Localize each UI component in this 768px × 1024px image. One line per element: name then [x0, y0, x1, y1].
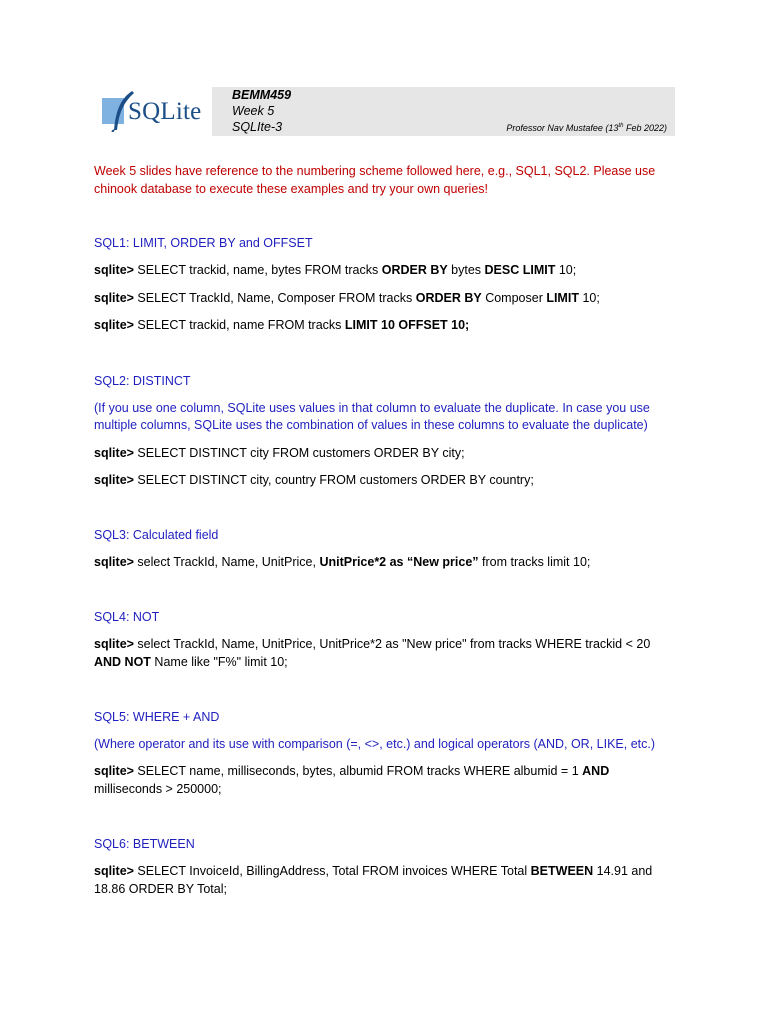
header-banner [94, 87, 675, 136]
sql1-query-3: sqlite> SELECT trackid, name FROM tracks LIMIT 10 OFFSET 10; [94, 318, 470, 332]
sql1-query-1: sqlite> SELECT trackid, name, bytes FROM tracks ORDER BY bytes DESC LIMIT 10; [94, 263, 577, 277]
header-info [232, 87, 291, 135]
sql6-query-1a: sqlite> SELECT InvoiceId, BillingAddress, Total FROM invoices WHERE Total BETWEEN 14.91 and [94, 864, 653, 878]
sql5-query-1b: milliseconds > 250000; [94, 782, 222, 796]
sql2-title: SQL2: DISTINCT [94, 374, 191, 388]
sql2-query-2: sqlite> SELECT DISTINCT city, country FROM customers ORDER BY country; [94, 473, 534, 487]
week-label: Week 5 [232, 104, 275, 118]
sql3-title: SQL3: Calculated field [94, 528, 219, 542]
topic-label: SQLIte-3 [232, 120, 283, 134]
course-code: BEMM459 [232, 88, 292, 102]
sqlite-logo [94, 87, 213, 136]
sql1-query-2: sqlite> SELECT TrackId, Name, Composer FROM tracks ORDER BY Composer LIMIT 10; [94, 291, 600, 305]
sql5-query-1a: sqlite> SELECT name, milliseconds, bytes, albumid FROM tracks WHERE albumid = 1 AND [94, 764, 610, 778]
intro-line-2: chinook database to execute these examples and try your own queries! [94, 182, 488, 196]
sql2-note-2: multiple columns, SQLite uses the combination of values in these columns to evaluate the duplicate) [94, 418, 648, 432]
professor-credit: Professor Nav Mustafee (13th Feb 2022) [506, 123, 667, 133]
sql5-title: SQL5: WHERE + AND [94, 710, 220, 724]
sql2-query-1: sqlite> SELECT DISTINCT city FROM customers ORDER BY city; [94, 446, 465, 460]
sql4-query-1b: AND NOT Name like "F%" limit 10; [94, 655, 288, 669]
intro-line-1: Week 5 slides have reference to the numbering scheme followed here, e.g., SQL1, SQL2. Please use [94, 164, 656, 178]
sql4-title: SQL4: NOT [94, 610, 160, 624]
sql3-query-1: sqlite> select TrackId, Name, UnitPrice, UnitPrice*2 as “New price” from tracks limit 10; [94, 555, 591, 569]
sql5-note: (Where operator and its use with comparison (=, <>, etc.) and logical operators (AND, OR, LIKE, etc.) [94, 737, 656, 751]
sql6-query-1b: 18.86 ORDER BY Total; [94, 882, 227, 896]
sql4-query-1a: sqlite> select TrackId, Name, UnitPrice, UnitPrice*2 as "New price" from tracks WHERE trackid < 20 [94, 637, 651, 651]
sql1-title: SQL1: LIMIT, ORDER BY and OFFSET [94, 236, 313, 250]
sql6-title: SQL6: BETWEEN [94, 837, 195, 851]
sql2-note-1: (If you use one column, SQLite uses values in that column to evaluate the duplicate. In case you use [94, 401, 650, 415]
logo-text: SQLite [128, 98, 202, 125]
